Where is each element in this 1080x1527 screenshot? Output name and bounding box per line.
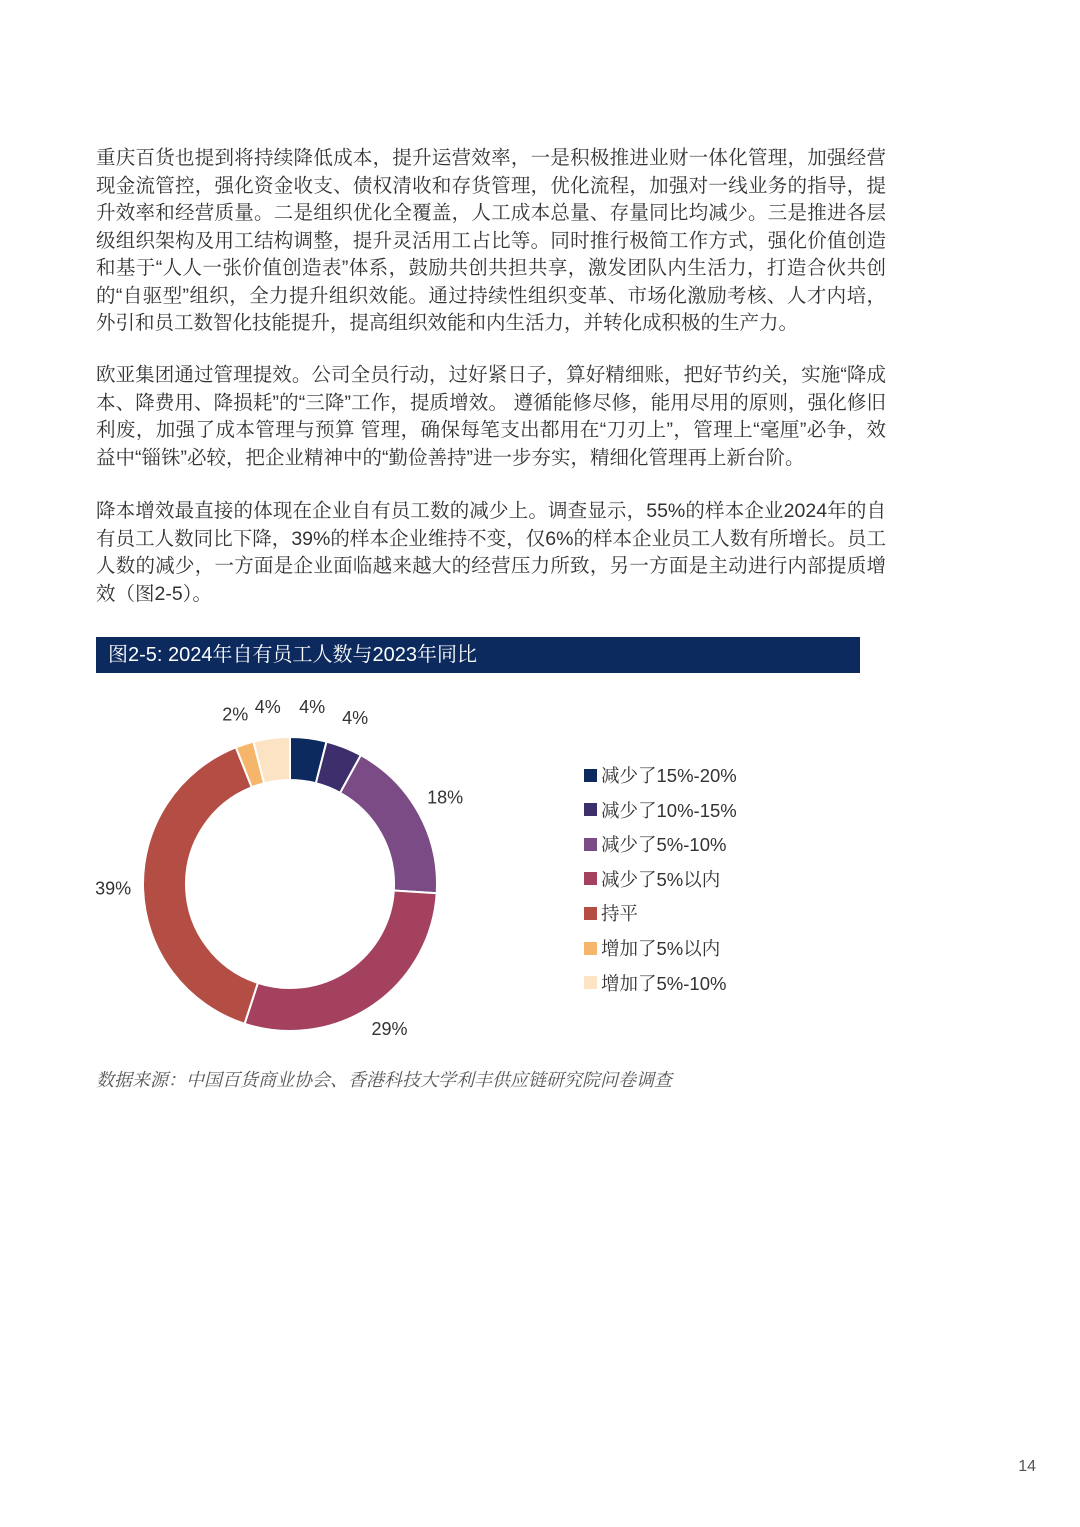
legend-swatch — [584, 838, 597, 851]
data-label-2: 4% — [342, 708, 369, 729]
legend-swatch — [584, 942, 597, 955]
legend-swatch — [584, 769, 597, 782]
legend-label: 增加了5%-10% — [601, 972, 727, 994]
data-label-7: 4% — [254, 697, 281, 718]
paragraph-chongqing: 重庆百货也提到将持续降低成本，提升运营效率，一是积极推进业财一体化管理，加强经营现金流管控，强化资金收支、债权清收和存货管理，优化流程，加强对一线业务的指导，提升效率和经营质量。二是组织优化全覆盖，人工成本总量、存量同比均减少。三是推进各层级组织架构及用工结构调整，提升灵活用工占比等。同时推行极简工作方式，强化价值创造和基于“人人一张价值创造表”体系，鼓励共创共担共享，激发团队内生活力，打造合伙共创的“自驱型”组织，全力提升组织效能。通过持续性组织变革、市场化激励考核、人才内培，外引和员工数智化技能提升，提高组织效能和内生活力，并转化成积极的生产力。 — [96, 147, 886, 334]
data-label-5: 39% — [95, 878, 132, 899]
legend-swatch — [584, 803, 597, 816]
legend-label: 持平 — [601, 903, 639, 925]
legend-label: 减少了5%以内 — [601, 868, 721, 890]
donut-chart — [80, 690, 560, 1050]
data-label-6: 2% — [222, 704, 249, 725]
data-label-1: 4% — [299, 697, 326, 718]
legend-swatch — [584, 976, 597, 989]
figure-title-bar: 图2-5: 2024年自有员工人数与2023年同比 — [96, 637, 860, 673]
legend-item-5 — [584, 901, 638, 925]
legend-item-1 — [584, 763, 737, 787]
legend-item-7 — [584, 971, 726, 995]
legend-swatch — [584, 907, 597, 920]
legend-label: 减少了15%-20% — [601, 765, 737, 786]
donut-slice-4 — [245, 891, 437, 1031]
legend-label: 减少了5%-10% — [601, 834, 727, 856]
page-number: 14 — [1018, 1458, 1036, 1475]
legend-item-6 — [584, 936, 720, 960]
legend-label: 减少了10%-15% — [601, 799, 737, 821]
data-source: 数据来源：中国百货商业协会、香港科技大学利丰供应链研究院问卷调查 — [96, 1070, 672, 1090]
legend-label: 增加了5%以内 — [601, 938, 721, 959]
donut-slice-3 — [340, 755, 437, 893]
data-label-4: 29% — [371, 1019, 408, 1040]
legend-item-3 — [584, 832, 726, 856]
data-label-3: 18% — [427, 787, 464, 808]
paragraph-ouya: 欧亚集团通过管理提效。公司全员行动，过好紧日子，算好精细账，把好节约关，实施“降成本、降费用、降损耗”的“三降”工作，提质增效。 遵循能修尽修，能用尽用的原则，强化修旧利废，加强了成本管理与预算 管理，确保每笔支出都用在“刀刃上”，管理上“毫厘”必争，效益中“锱铢”必较，把企业精神中的“勤俭善持”进一步夯实，精细化管理再上新台阶。 — [96, 364, 886, 469]
legend-item-2 — [584, 798, 737, 822]
legend-swatch — [584, 872, 597, 885]
paragraph-staff-reduction: 降本增效最直接的体现在企业自有员工数的减少上。调查显示，55%的样本企业2024年的自有员工人数同比下降，39%的样本企业维持不变，仅6%的样本企业员工人数有所增长。员工人数的减少，一方面是企业面临越来越大的经营压力所致，另一方面是主动进行内部提质增效（图2-5）。 — [96, 500, 886, 605]
legend-item-4 — [584, 867, 720, 891]
donut-slice-5 — [143, 747, 258, 1023]
